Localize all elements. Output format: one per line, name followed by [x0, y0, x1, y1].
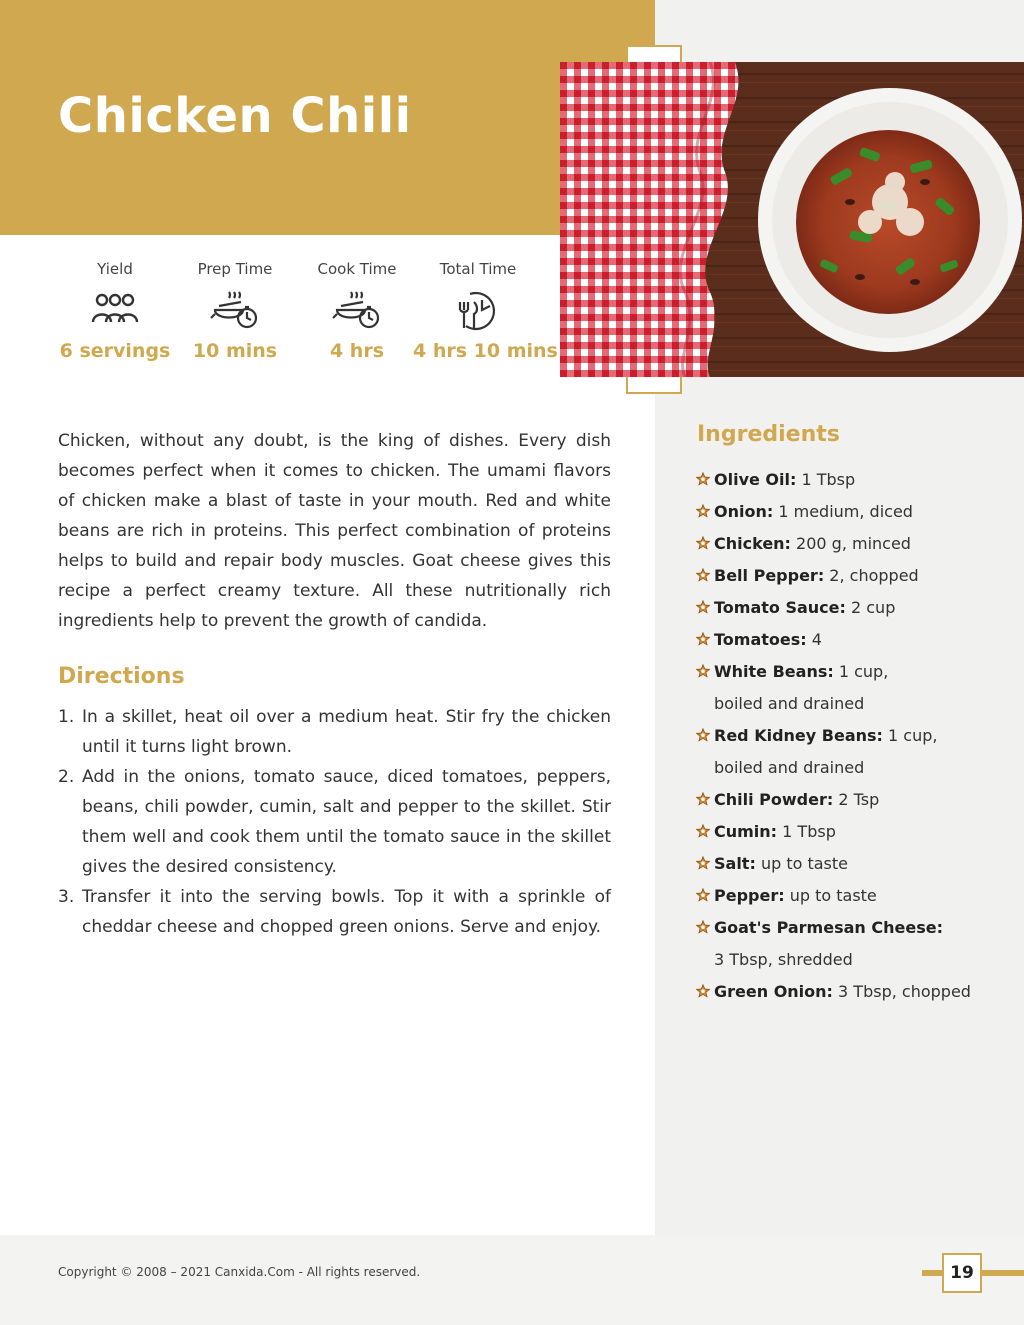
- ingredient-qty: up to taste: [784, 886, 877, 905]
- stat-value: 10 mins: [192, 340, 278, 362]
- ingredient-item: [696, 464, 1016, 496]
- ingredient-item: [696, 784, 1016, 816]
- star-bullet-icon: [696, 728, 710, 742]
- star-bullet-icon: [696, 824, 710, 838]
- step-number: 3.: [58, 887, 75, 907]
- ingredient-qty: 2, chopped: [824, 566, 919, 585]
- stat-value: 4 hrs 10 mins: [413, 340, 558, 362]
- stat-label: Yield: [97, 260, 133, 278]
- ingredient-name: White Beans:: [714, 662, 834, 681]
- ingredient-item: [696, 912, 1016, 976]
- ingredient-name: Pepper:: [714, 886, 785, 905]
- star-bullet-icon: [696, 664, 710, 678]
- recipe-intro: Chicken, without any doubt, is the king of dishes. Every dish becomes perfect when it comes to chicken. The umami flavors of chicken make a blast of taste in your mouth. Red and white beans are rich in proteins. This perfect combination of proteins helps to build and repair body muscles. Goat cheese gives this recipe a perfect creamy texture. All these nutritionally rich ingredients help to prevent the growth of candida.: [58, 431, 611, 631]
- ingredient-item: [696, 720, 1016, 784]
- directions-list: [58, 702, 611, 942]
- star-bullet-icon: [696, 792, 710, 806]
- ingredient-qty: 1 medium, diced: [773, 502, 913, 521]
- footer-band: [0, 1235, 1024, 1325]
- star-bullet-icon: [696, 856, 710, 870]
- star-bullet-icon: [696, 568, 710, 582]
- ingredient-name: Goat's Parmesan Cheese:: [714, 918, 943, 937]
- star-bullet-icon: [696, 888, 710, 902]
- star-bullet-icon: [696, 632, 710, 646]
- ingredient-item: [696, 496, 1016, 528]
- ingredient-qty: 1 cup,: [882, 726, 938, 745]
- stat-total-time: [413, 258, 558, 362]
- ingredient-qty: 200 g, minced: [790, 534, 911, 553]
- ingredients-heading: Ingredients: [697, 422, 840, 447]
- ingredient-qty: up to taste: [755, 854, 849, 873]
- ingredient-qty-continued: boiled and drained: [714, 694, 865, 713]
- step-text: Add in the onions, tomato sauce, diced tomatoes, peppers, beans, chili powder, cumin, salt and pepper to the skillet. Stir them well and cook them until the tomato sauce in the skillet gives the desired consistency.: [82, 767, 611, 877]
- ingredient-qty: 2 cup: [845, 598, 896, 617]
- copyright-text: Copyright © 2008 – 2021 Canxida.Com - All rights reserved.: [58, 1265, 421, 1279]
- star-bullet-icon: [696, 504, 710, 518]
- step-number: 2.: [58, 767, 75, 787]
- direction-step: [58, 882, 611, 942]
- ingredient-item: [696, 848, 1016, 880]
- ingredient-name: Cumin:: [714, 822, 778, 841]
- recipe-stats: [50, 258, 558, 368]
- ingredient-qty-continued: 3 Tbsp, shredded: [714, 950, 853, 969]
- ingredient-item: [696, 624, 1016, 656]
- ingredient-qty: 1 Tbsp: [777, 822, 836, 841]
- ingredient-qty: 3 Tbsp, chopped: [832, 982, 971, 1001]
- stat-yield: [50, 258, 180, 362]
- ingredient-name: Red Kidney Beans:: [714, 726, 883, 745]
- ingredient-name: Chicken:: [714, 534, 791, 553]
- recipe-photo: [560, 62, 1024, 377]
- ingredient-item: [696, 976, 1016, 1008]
- step-number: 1.: [58, 707, 75, 727]
- ingredient-item: [696, 592, 1016, 624]
- ingredient-name: Bell Pepper:: [714, 566, 825, 585]
- step-text: Transfer it into the serving bowls. Top it with a sprinkle of cheddar cheese and chopped green onions. Serve and enjoy.: [82, 887, 611, 937]
- stat-prep-time: [170, 258, 300, 362]
- ingredient-qty: 1 cup,: [833, 662, 889, 681]
- pan-timer-icon: [331, 288, 383, 332]
- ingredient-name: Salt:: [714, 854, 756, 873]
- ingredient-name: Olive Oil:: [714, 470, 797, 489]
- people-icon: [89, 288, 141, 332]
- stat-label: Total Time: [439, 260, 517, 278]
- star-bullet-icon: [696, 472, 710, 486]
- recipe-title: Chicken Chili: [58, 88, 412, 144]
- stat-value: 4 hrs: [329, 340, 385, 362]
- ingredient-qty-continued: boiled and drained: [714, 758, 865, 777]
- ingredient-item: [696, 880, 1016, 912]
- ingredient-item: [696, 656, 1016, 720]
- direction-step: [58, 702, 611, 762]
- photo-frame-bottom: [626, 377, 682, 394]
- star-bullet-icon: [696, 536, 710, 550]
- clock-utensils-icon: [452, 288, 504, 332]
- pan-timer-icon: [209, 288, 261, 332]
- directions-heading: Directions: [58, 664, 185, 689]
- ingredient-name: Tomatoes:: [714, 630, 807, 649]
- ingredient-item: [696, 528, 1016, 560]
- ingredient-name: Onion:: [714, 502, 774, 521]
- ingredient-name: Chili Powder:: [714, 790, 834, 809]
- step-text: In a skillet, heat oil over a medium heat. Stir fry the chicken until it turns light brown.: [82, 707, 611, 757]
- ingredient-qty: 2 Tsp: [833, 790, 880, 809]
- star-bullet-icon: [696, 600, 710, 614]
- ingredients-list: [696, 464, 1016, 1008]
- stat-label: Prep Time: [197, 260, 273, 278]
- star-bullet-icon: [696, 920, 710, 934]
- direction-step: [58, 762, 611, 882]
- ingredient-item: [696, 816, 1016, 848]
- ingredient-qty: 4: [806, 630, 822, 649]
- stat-value: 6 servings: [59, 340, 171, 362]
- stat-cook-time: [292, 258, 422, 362]
- ingredient-qty: 1 Tbsp: [796, 470, 856, 489]
- ingredient-name: Green Onion:: [714, 982, 833, 1001]
- ingredient-name: Tomato Sauce:: [714, 598, 846, 617]
- star-bullet-icon: [696, 984, 710, 998]
- title-band: [0, 0, 655, 235]
- stat-label: Cook Time: [317, 260, 397, 278]
- ingredient-item: [696, 560, 1016, 592]
- page-number: 19: [942, 1253, 982, 1293]
- photo-frame-top: [626, 45, 682, 62]
